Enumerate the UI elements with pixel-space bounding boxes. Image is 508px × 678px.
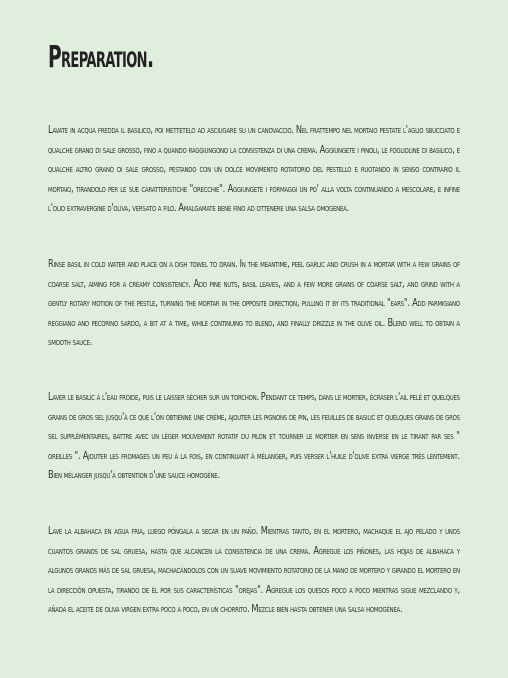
paragraph-spanish-text: Lave la albahaca en agua fría, luego póngala a secar en un paño. Mientras tanto, en el mortero, machaque el ajo pelado y unos cuantos granos de sal gruesa, hasta que alcancen la consistencia de una crema. Agregue los piñones, las hojas de albahaca y algunos granos más de sal gruesa, machacándolos con un suave movimiento rotatorio de la mano de mortero y girando el mortero en la dirección opuesta, tirando de él por sus características "orejas". Agregue los quesos poco a poco mientras sigue mezclando y, añada el aceite de oliva virgen extra poco a poco, en un chorrito. Mezcle bien hasta obtener una salsa homogénea. <box>48 525 460 616</box>
paragraph-english-text: Rinse basil in cold water and place on a dish towel to drain. In the meantime, peel garlic and crush in a mortar with a few grains of coarse salt, aiming for a creamy consistency. Add pine nuts, basil leaves, and a few more grains of coarse salt, and grind with a gently rotary motion of the pestle, turning the mortar in the opposite direction, pulling it by its traditional "ears". Add parmigiano reggiano and pecorino sardo, a bit at a time, while continuing to blend, and finally drizzle in the olive oil. Blend well to obtain a smooth sauce. <box>48 258 460 349</box>
paragraph-italian <box>48 121 460 219</box>
paragraph-italian-text: Lavate in acqua fredda il basilico, poi mettetelo ad asciugare su un canovaccio. Nel frattempo nel mortaio pestate l'aglio sbucciato e qualche grano di sale grosso, fino a quando raggiungono la consistenza di una crema. Aggiungete i pinoli, le foglioline di basilico, e qualche altro grano di sale grosso, pestando con un dolce movimento rotatorio del pestello e ruotando in senso contrario il mortaio, tirandolo per le sue caratteristiche "orecchie". Aggiungete i formaggi un po' alla volta continuando a mescolare, e infine l'olio extravergine d'oliva, versato a filo. Amalgamate bene fino ad ottenere una salsa omogenea. <box>48 124 460 215</box>
paragraph-english <box>48 255 460 353</box>
paragraph-spanish <box>48 522 460 620</box>
page-title: Preparation. <box>48 40 154 75</box>
paragraph-french-text: Laver le basilic à l'eau froide, puis le laisser sécher sur un torchon. Pendant ce temps, dans le mortier, écraser l'ail pelé et quelques grains de gros sel jusqu'à ce que l'on obtienne une crème, ajouter les pignons de pin, les feuilles de basilic et quelques grains de gros sel supplémentaires, battre avec un léger mouvement rotatif du pilon et tourner le mortier en sens inverse en le tirant par ses " oreilles ". Ajouter les fromages un peu à la fois, en continuant à mélanger, puis verser l'huile d'olive extra vierge très lentement. Bien mélanger jusqu'à obtention d'une sauce homogène. <box>48 391 460 482</box>
paragraph-french <box>48 388 460 486</box>
